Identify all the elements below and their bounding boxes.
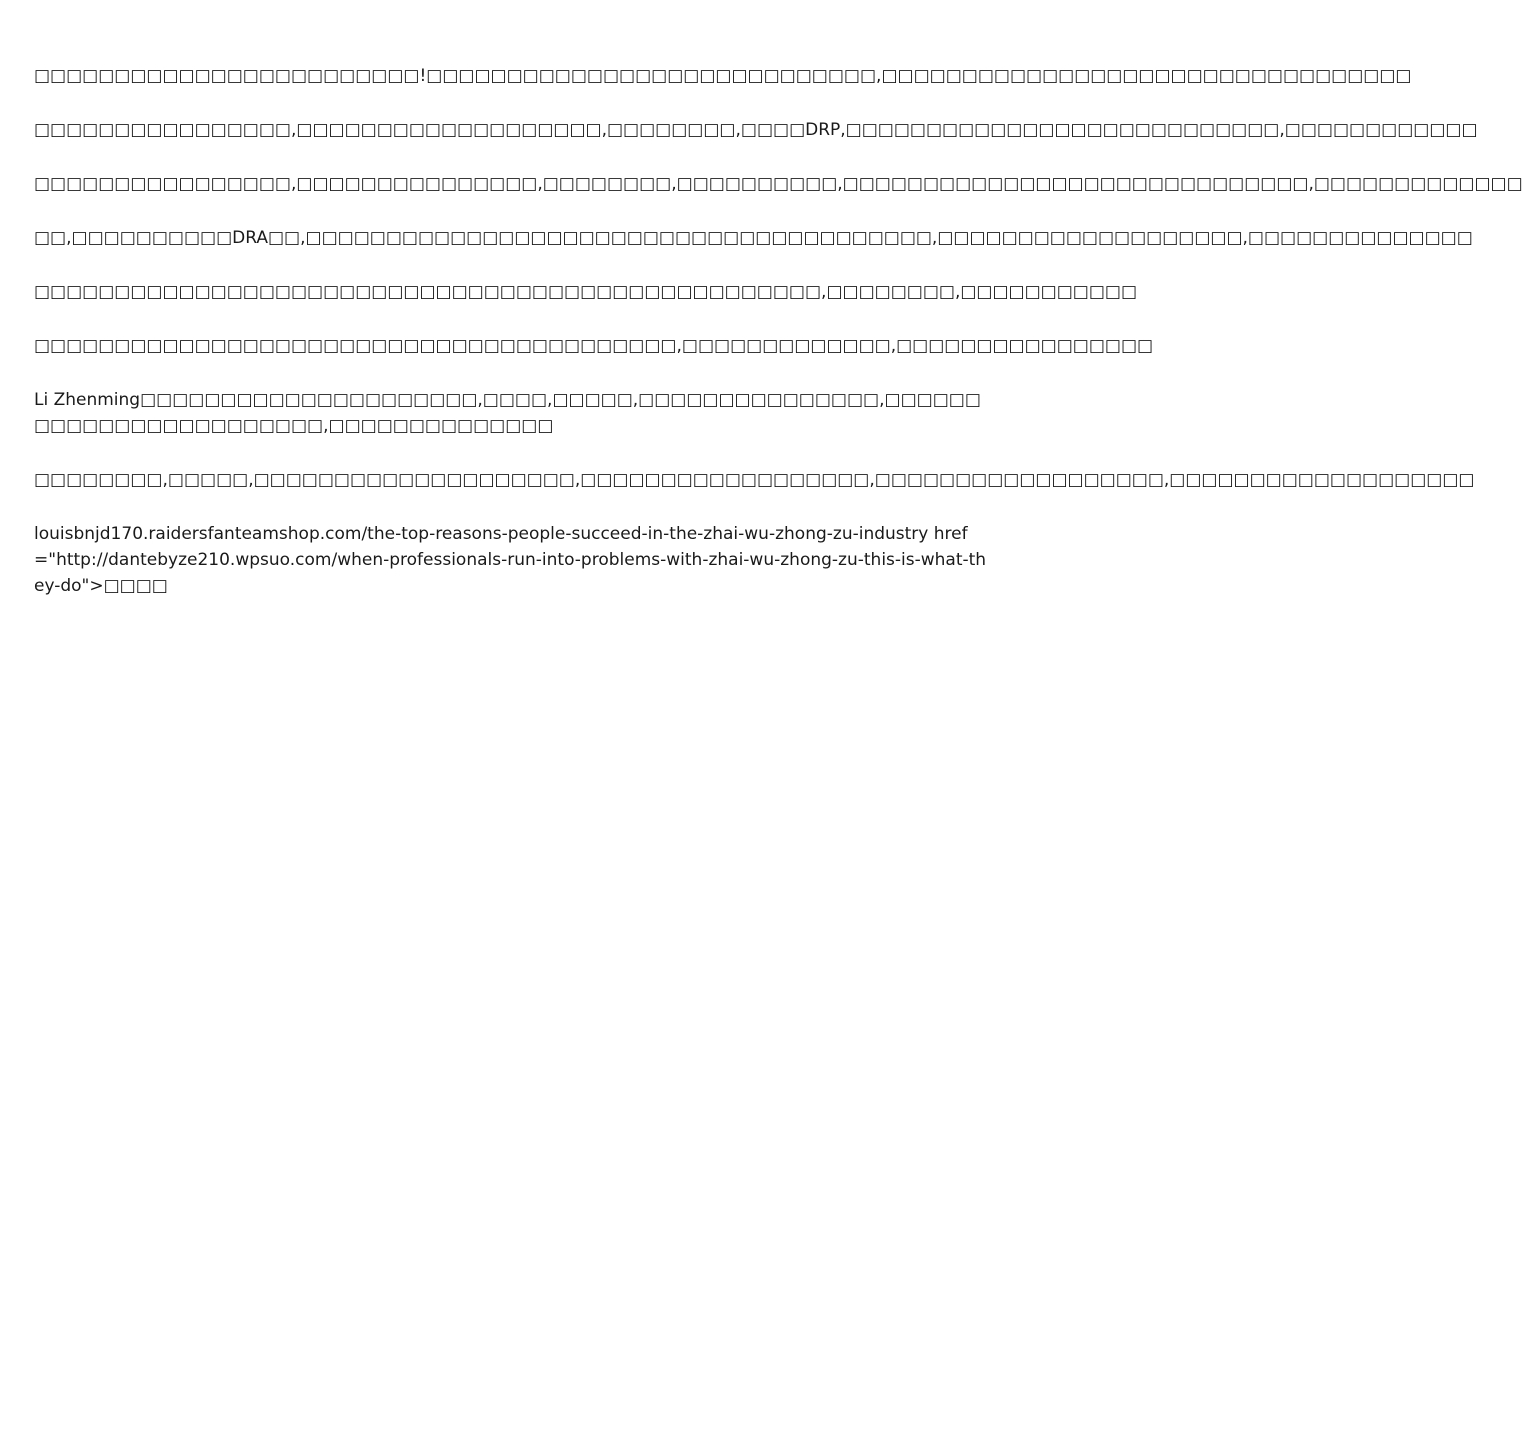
paragraph-4: □□,□□□□□□□□□□DRA□□,□□□□□□□□□□□□□□□□□□□□□□□□□□□□□□□□□□□□□□□,□□□□□□□□□□□□□□□□□□□,□□□□□□□□□□□□□□ [34,228,1473,248]
paragraph-1: □□□□□□□□□□□□□□□□□□□□□□□□!□□□□□□□□□□□□□□□□□□□□□□□□□□□□,□□□□□□□□□□□□□□□□□□□□□□□□□□□□□□□□□ [34,66,1412,86]
paragraph-3: □□□□□□□□□□□□□□□□,□□□□□□□□□□□□□□□,□□□□□□□□,□□□□□□□□□□,□□□□□□□□□□□□□□□□□□□□□□□□□□□□□,□□□□□□□□□□□□□ [34,174,1523,194]
paragraph-7: Li Zhenming□□□□□□□□□□□□□□□□□□□□□,□□□□,□□□□□,□□□□□□□□□□□□□□□,□□□□□□□□□□□□□□□□□□□□□□□□,□□□□□□□□□□□□□□ [34,390,981,436]
paragraph-2: □□□□□□□□□□□□□□□□,□□□□□□□□□□□□□□□□□□□,□□□□□□□□,□□□□DRP,□□□□□□□□□□□□□□□□□□□□□□□□□□□,□□□□□□□□□□□□ [34,120,1478,140]
link-paragraph[interactable]: louisbnjd170.raidersfanteamshop.com/the-top-reasons-people-succeed-in-the-zhai-wu-zhong-zu-industry href="http://dantebyze210.wpsuo.com/when-professionals-run-into-problems-with-zhai-wu-zhong-zu-this-is-what-they-do">□□□□ [34,524,987,596]
paragraph-8: □□□□□□□□,□□□□□,□□□□□□□□□□□□□□□□□□□□,□□□□□□□□□□□□□□□□□□,□□□□□□□□□□□□□□□□□□,□□□□□□□□□□□□□□□□□□□ [34,470,1475,490]
paragraph-6: □□□□□□□□□□□□□□□□□□□□□□□□□□□□□□□□□□□□□□□□,□□□□□□□□□□□□□,□□□□□□□□□□□□□□□□ [34,336,1154,356]
document-body [34,63,1523,627]
paragraph-5: □□□□□□□□□□□□□□□□□□□□□□□□□□□□□□□□□□□□□□□□□□□□□□□□□,□□□□□□□□,□□□□□□□□□□□ [34,282,1138,302]
